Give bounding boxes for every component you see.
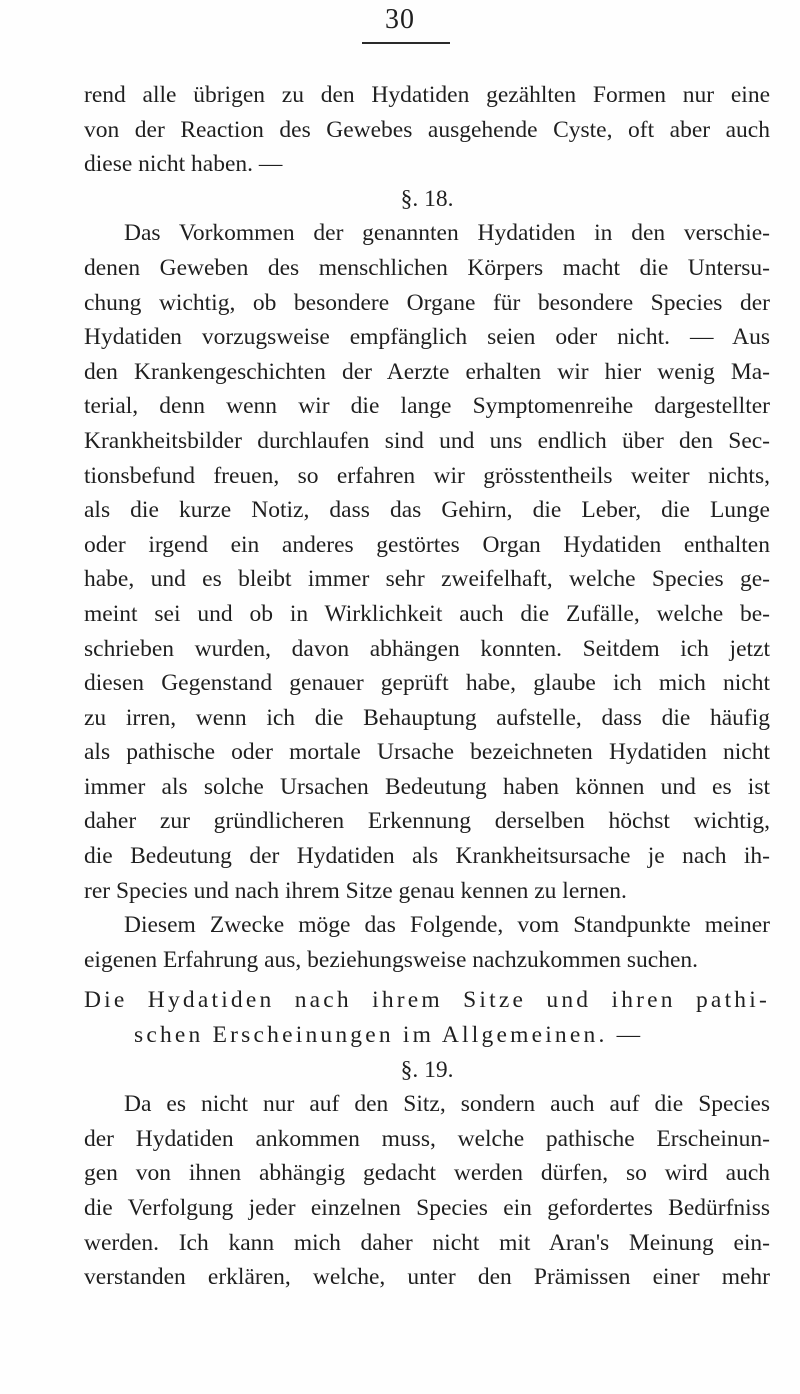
text-line: den Krankengeschichten der Aerzte erhalten wir hier wenig Ma- [84,358,770,385]
page-number-rule [362,42,450,44]
text-line: rend alle übrigen zu den Hydatiden gezählten Formen nur eine [84,82,770,108]
text-line: tionsbefund freuen, so erfahren wir grösstentheils weiter nichts, [84,462,770,489]
text-line: immer als solche Ursachen Bedeutung haben können und es ist [84,773,770,800]
text-line: daher zur gründlicheren Erkennung derselben höchst wichtig, [84,808,770,835]
text-line: schrieben wurden, davon abhängen konnten. Seitdem ich jetzt [84,635,770,662]
text-line: die Bedeutung der Hydatiden als Krankheitsursache je nach ih- [84,843,770,870]
text-line: die Verfolgung jeder einzelnen Species ein gefordertes Bedürfniss [84,1195,770,1221]
section-heading-19: §. 19. [400,1056,454,1083]
text-line: zu irren, wenn ich die Behauptung aufstelle, dass die häufig [84,704,770,731]
text-line: diesen Gegenstand genauer geprüft habe, glaube ich mich nicht [84,670,770,697]
text-line: denen Geweben des menschlichen Körpers macht die Untersu- [84,254,770,281]
text-line: verstanden erklären, welche, unter den Prämissen einer mehr [84,1264,770,1291]
text-line: oder irgend ein anderes gestörtes Organ Hydatiden enthalten [84,531,770,558]
text-line: Das Vorkommen der genannten Hydatiden in den verschie- [124,220,770,247]
section-heading-18: §. 18. [400,185,454,212]
text-line: diese nicht haben. — [84,151,283,178]
body-text [84,78,770,1295]
text-line: Hydatiden vorzugsweise empfänglich seien oder nicht. — Aus [84,324,770,351]
text-line: eigenen Erfahrung aus, beziehungsweise nachzukommen suchen. [84,946,699,973]
text-line: Da es nicht nur auf den Sitz, sondern auch auf die Species [124,1091,770,1118]
text-line: als pathische oder mortale Ursache bezeichneten Hydatiden nicht [84,739,770,766]
page-number: 30 [385,4,415,35]
text-line: Krankheitsbilder durchlaufen sind und uns endlich über den Sec- [84,427,770,454]
text-line: rer Species und nach ihrem Sitze genau kennen zu lernen. [84,877,627,904]
text-line: der Hydatiden ankommen muss, welche pathische Erscheinun- [84,1125,770,1152]
text-line: als die kurze Notiz, dass das Gehirn, die Leber, die Lunge [84,497,770,524]
text-line: Diesem Zwecke möge das Folgende, vom Standpunkte meiner [124,912,770,939]
text-line: gen von ihnen abhängig gedacht werden dürfen, so wird auch [84,1160,770,1187]
chapter-heading: Die Hydatiden nach ihrem Sitze und ihren pathi- [84,987,770,1014]
text-line: habe, und es bleibt immer sehr zweifelhaft, welche Species ge- [84,566,770,593]
text-line: von der Reaction des Gewebes ausgehende Cyste, oft aber auch [84,116,770,143]
text-line: werden. Ich kann mich daher nicht mit Aran's Meinung ein- [84,1229,770,1256]
text-line: terial, denn wenn wir die lange Symptomenreihe dargestellter [84,393,770,420]
text-line: chung wichtig, ob besondere Organe für besondere Species der [84,289,770,316]
chapter-heading-continued: schen Erscheinungen im Allgemeinen. — [134,1022,644,1049]
text-line: meint sei und ob in Wirklichkeit auch die Zufälle, welche be- [84,600,770,627]
